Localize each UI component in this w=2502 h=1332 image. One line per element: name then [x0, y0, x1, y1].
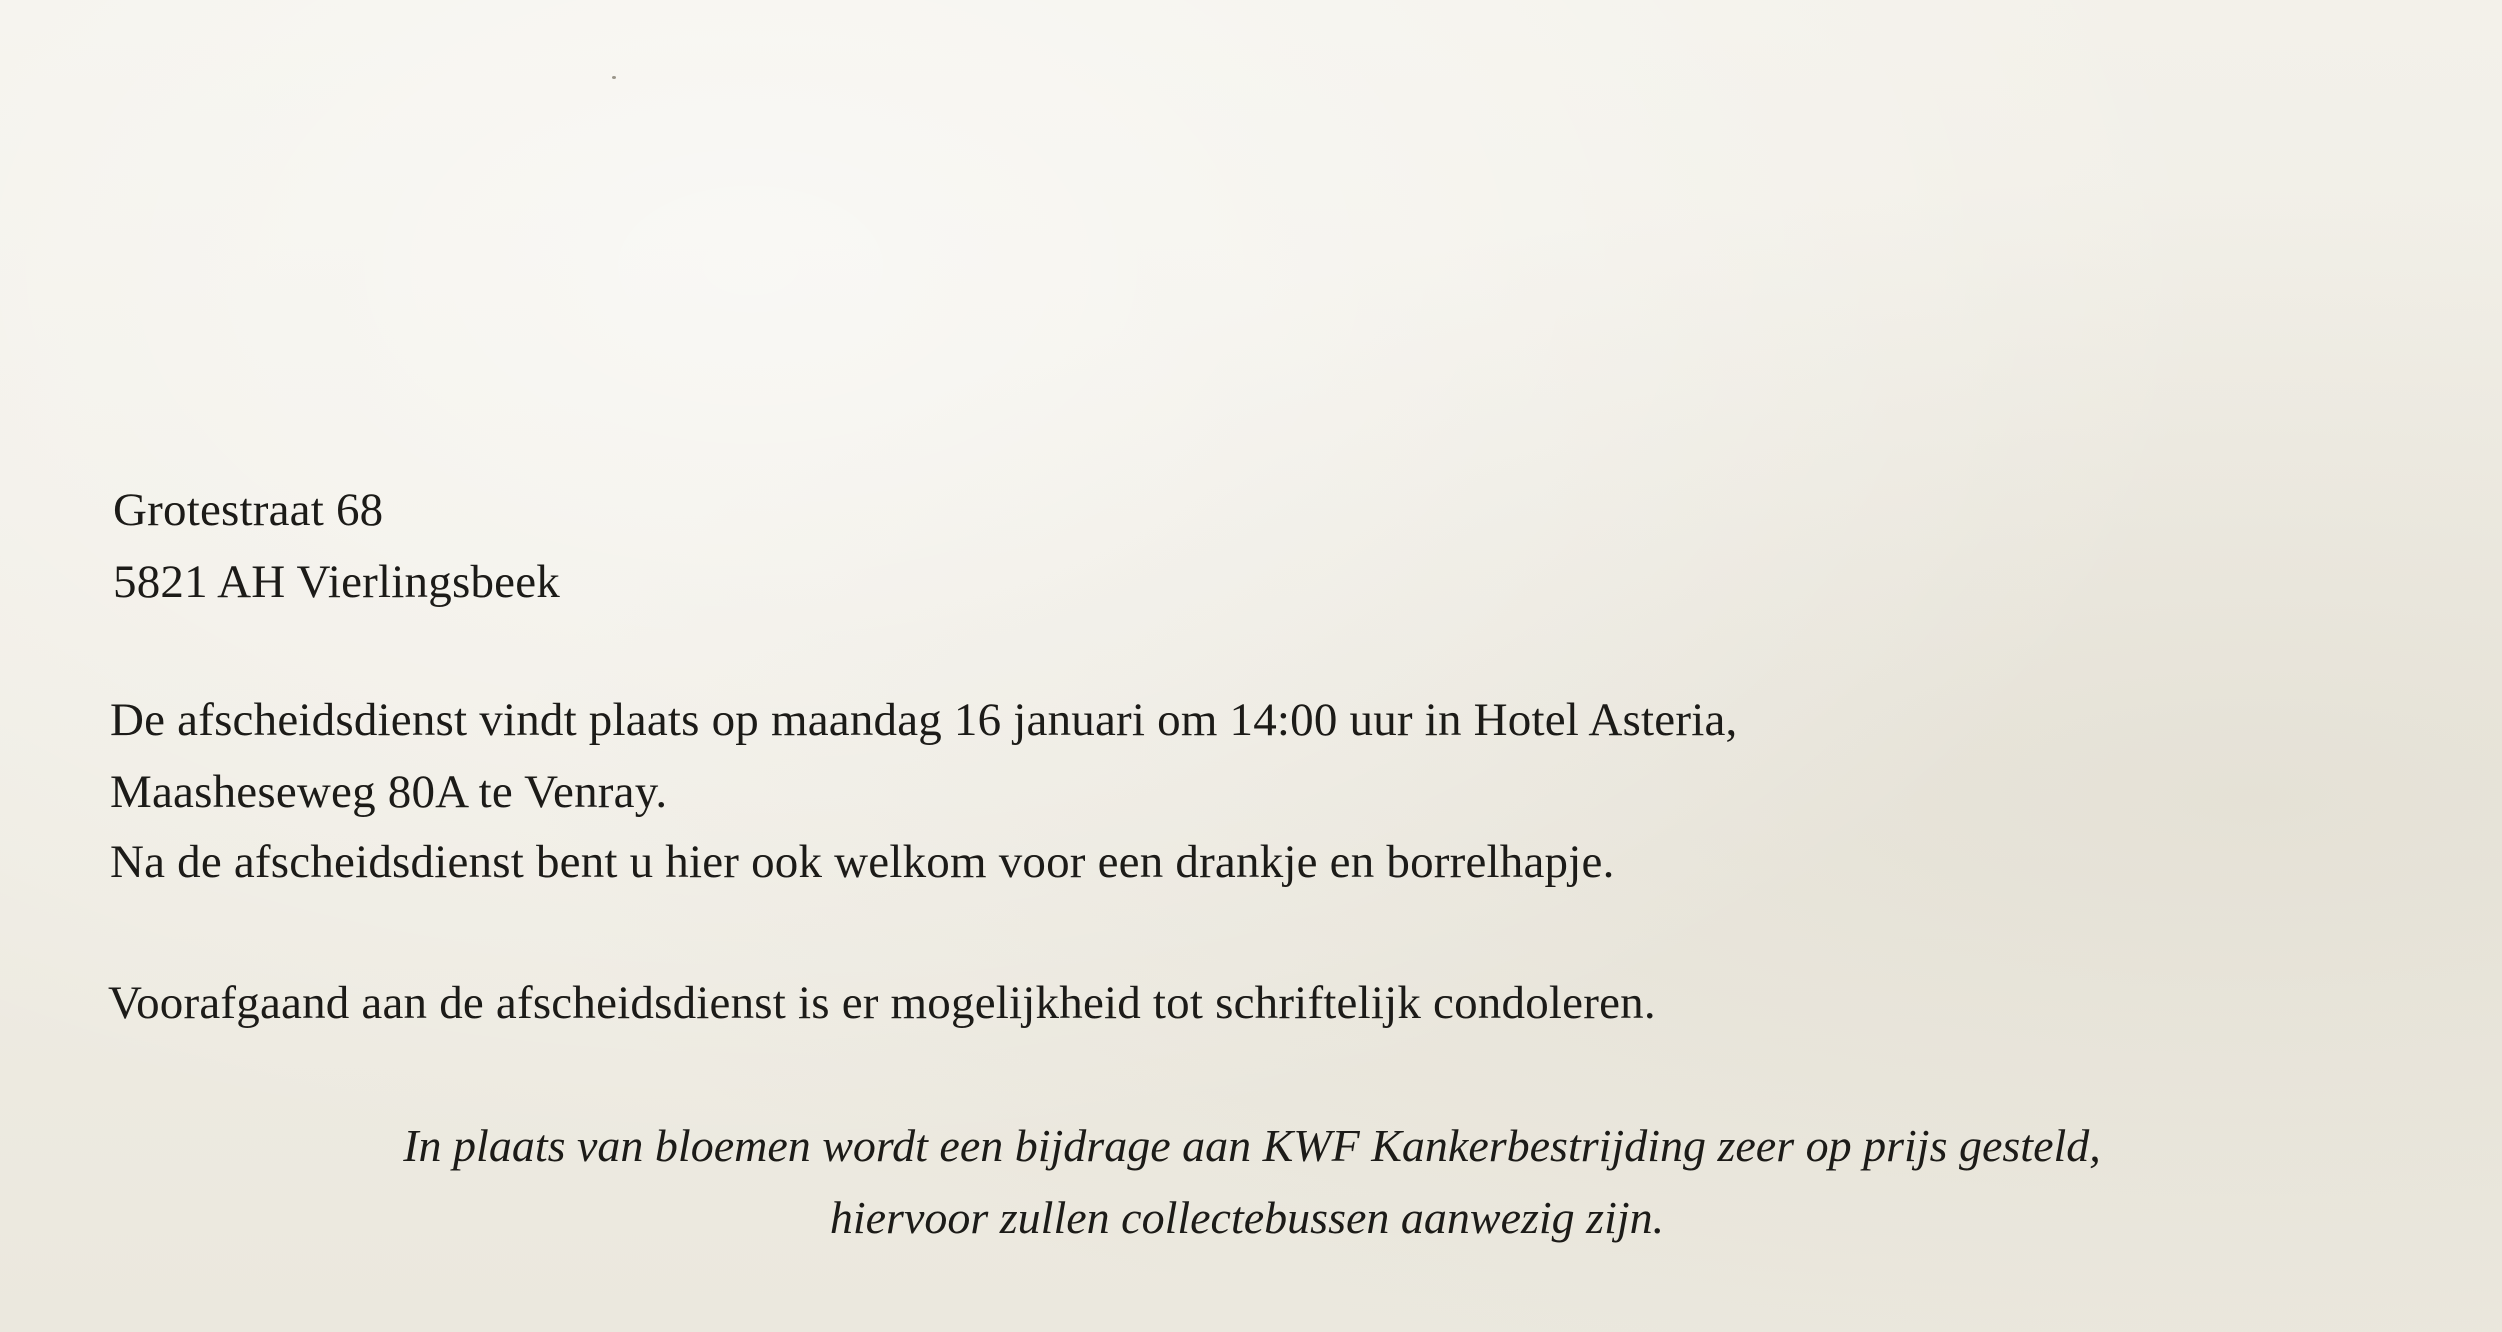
service-line-3: Na de afscheidsdienst bent u hier ook welkom voor een drankje en borrelhapje.: [110, 836, 1615, 888]
service-line-1: De afscheidsdienst vindt plaats op maandag 16 januari om 14:00 uur in Hotel Asteria,: [110, 694, 1738, 746]
address-postal-city: 5821 AH Vierlingsbeek: [113, 556, 560, 608]
donation-note-line-2: hiervoor zullen collectebussen aanwezig zijn.: [829, 1192, 1665, 1243]
condolence-text: Voorafgaand aan de afscheidsdienst is er mogelijkheid tot schriftelijk condoleren.: [108, 977, 1656, 1029]
service-line-2: Maasheseweg 80A te Venray.: [110, 766, 668, 818]
donation-note-line-1: In plaats van bloemen wordt een bijdrage aan KWF Kankerbestrijding zeer op prijs gesteld,: [403, 1120, 2101, 1171]
address-street: Grotestraat 68: [113, 484, 384, 536]
paper-speck: [612, 76, 616, 79]
